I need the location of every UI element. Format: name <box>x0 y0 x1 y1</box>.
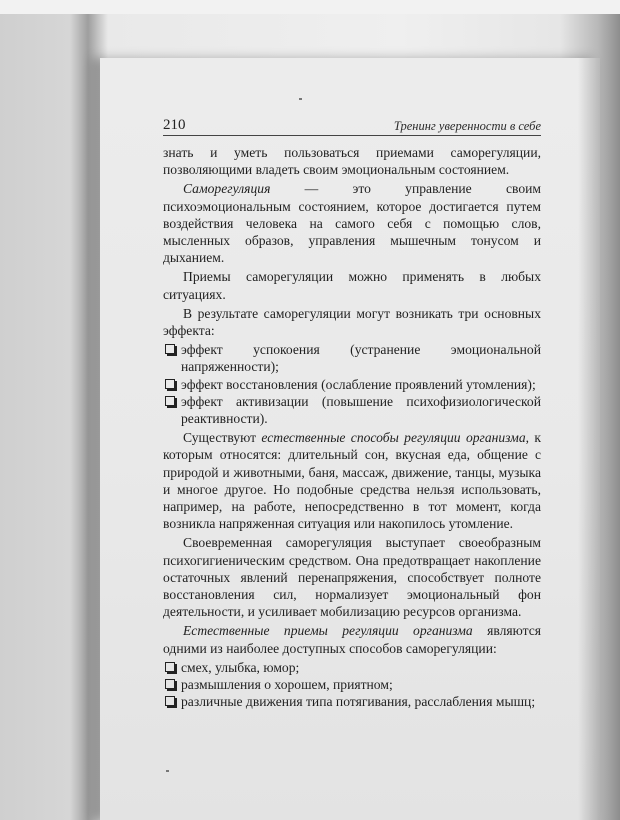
paragraph-lead: Существуют <box>183 430 262 446</box>
list-item <box>163 659 541 676</box>
paragraph-rest: , к которым относятся: длительный сон, вкусная еда, общение с природой и животными, баня, массаж, движение, танцы, музыка и многое другое. Но подобные средства нельзя использовать, например, на работе, непосредственно в тот момент, когда возникла напряженная ситуация или накопилось утомление. <box>163 430 541 532</box>
scan-speck <box>166 770 169 772</box>
scan-top-strip <box>0 0 620 14</box>
list-item <box>163 393 541 427</box>
paragraph-applicability: Приемы саморегуляции можно применять в любых ситуациях. <box>163 269 541 302</box>
list-item-text: различные движения типа потягивания, расслабления мышц; <box>181 694 536 710</box>
paragraph-definition <box>163 180 541 266</box>
list-item-text: эффект активизации (повышение психофизиологической реактивности). <box>181 393 541 427</box>
paragraph-natural-methods <box>163 429 541 532</box>
techniques-list <box>163 659 541 711</box>
paragraph-rest: являются одними из наиболее доступных способов саморегуляции: <box>163 623 542 656</box>
checkbox-bullet-icon <box>165 679 175 689</box>
page-number: 210 <box>163 117 186 133</box>
list-item-text: размышления о хорошем, приятном; <box>181 677 393 693</box>
list-item-text: смех, улыбка, юмор; <box>181 659 300 675</box>
list-item-text: эффект восстановления (ослабление проявлений утомления); <box>181 376 536 392</box>
running-title: Тренинг уверенности в себе <box>393 119 541 133</box>
term-natural-methods: естественные способы регуляции организма <box>261 430 526 446</box>
effects-list <box>163 341 541 427</box>
definition-text: — это управление своим психоэмоциональным состоянием, которое достигается путем воздействия человека на самого себя с помощью слов, мысленных образов, управления мышечным тонусом и дыханием. <box>163 181 541 266</box>
list-item <box>163 376 541 393</box>
checkbox-bullet-icon <box>165 696 175 706</box>
term-natural-techniques: Естественные приемы регуляции организма <box>183 623 473 639</box>
checkbox-bullet-icon <box>165 379 175 389</box>
page-text <box>163 144 541 713</box>
page-header <box>163 117 541 136</box>
checkbox-bullet-icon <box>165 662 175 672</box>
paragraph-continued: знать и уметь пользоваться приемами саморегуляции, позволяющими владеть своим эмоциональным состоянием. <box>163 145 541 178</box>
page-gutter-shadow <box>578 58 600 820</box>
paragraph-timely-regulation: Своевременная саморегуляция выступает своеобразным психогигиеническим средством. Она предотвращает накопление остаточных явлений перенапряжения, способствует полноте восстановления сил, нормализует эмоциональный фон деятельности, и усиливает мобилизацию ресурсов организма. <box>163 535 541 620</box>
list-item <box>163 676 541 693</box>
list-item-text: эффект успокоения (устранение эмоциональной напряженности); <box>181 342 541 375</box>
checkbox-bullet-icon <box>165 344 175 354</box>
list-item <box>163 341 541 375</box>
paragraph-effects-intro: В результате саморегуляции могут возникать три основных эффекта: <box>163 305 541 339</box>
book-page <box>100 58 600 820</box>
paragraph-natural-techniques <box>163 622 541 656</box>
scan-speck <box>299 98 302 100</box>
list-item <box>163 693 541 710</box>
checkbox-bullet-icon <box>165 396 175 406</box>
term-self-regulation: Саморегуляция <box>183 181 271 197</box>
